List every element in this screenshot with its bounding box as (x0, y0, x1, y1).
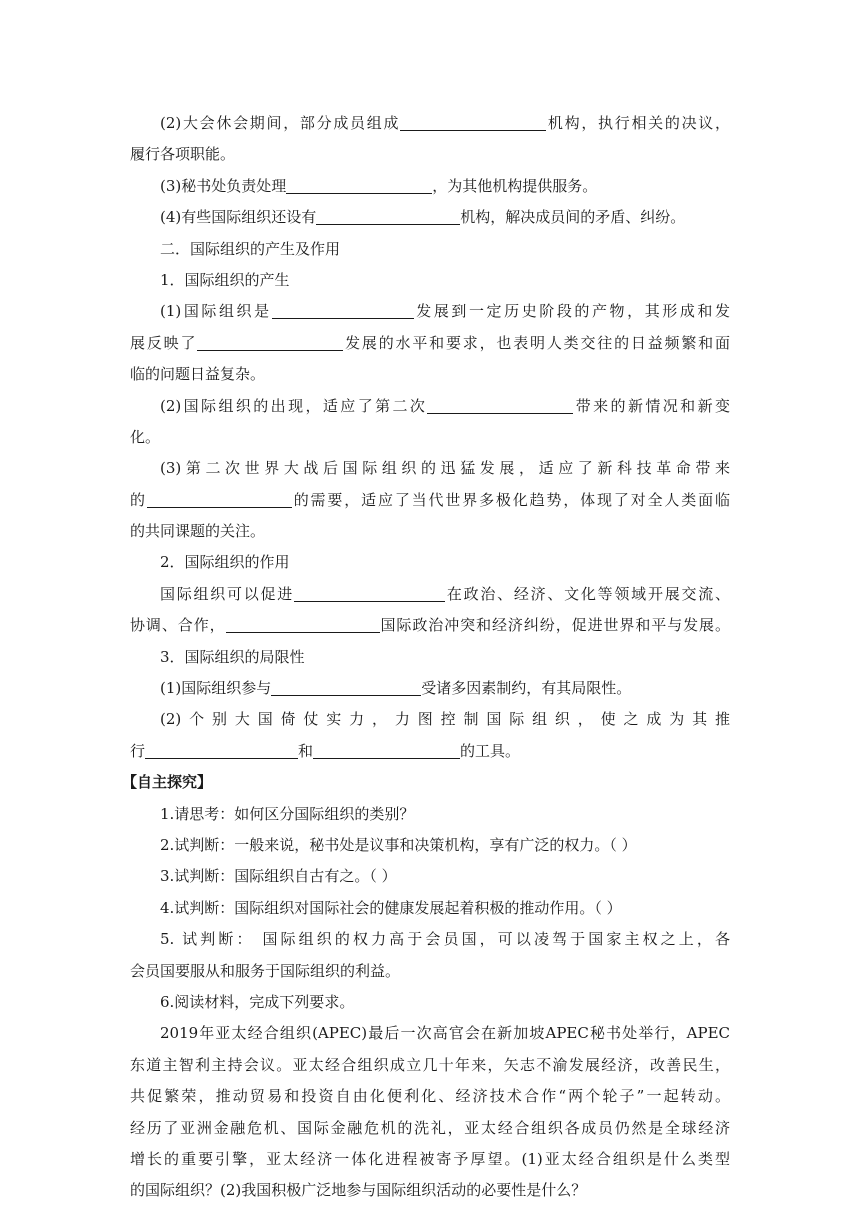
fill-blank[interactable] (197, 334, 343, 351)
text: 在政治、经济、文化等领域开展交流、 (445, 584, 730, 603)
question: 4.试判断：国际组织对国际社会的健康发展起着积极的推动作用。（ ） (160, 898, 622, 917)
paragraph (130, 296, 730, 327)
fill-blank[interactable] (272, 302, 414, 319)
text: 展反映了 (130, 333, 198, 352)
text: 的需要，适应了当代世界多极化趋势，体现了对全人类面临 (291, 490, 730, 509)
paragraph-continuation: 履行各项职能。 (130, 145, 236, 164)
question: 5. 试判断： 国际组织的权力高于会员国，可以凌驾于国家主权之上，各 (160, 930, 730, 949)
text: 协调、合作， (130, 616, 226, 635)
subsection-heading: 3．国际组织的局限性 (160, 647, 305, 666)
paragraph-continuation (130, 610, 730, 641)
text: (3)秘书处负责处理 (160, 176, 287, 195)
text: 国际组织可以促进 (160, 584, 295, 603)
question: 1.请思考：如何区分国际组织的类别？ (160, 804, 415, 823)
paragraph-continuation: 的共同课题的关注。 (130, 522, 266, 541)
material-line: 增长的重要引擎，亚太经济一体化进程被寄予厚望。(1)亚太经合组织是什么类型 (130, 1149, 730, 1168)
fill-blank[interactable] (271, 679, 421, 696)
text: 机构，执行相关的决议， (546, 114, 730, 132)
fill-blank[interactable] (226, 616, 380, 633)
fill-blank[interactable] (286, 177, 432, 194)
text: 发展的水平和要求，也表明人类交往的日益频繁和面 (343, 333, 730, 352)
paragraph-continuation (130, 485, 730, 516)
question-continuation: 会员国要服从和服务于国际组织的利益。 (130, 961, 401, 980)
text: 机构，解决成员间的矛盾、纠纷。 (460, 208, 686, 227)
text: 国际政治冲突和经济纠纷，促进世界和平与发展。 (379, 616, 730, 635)
paragraph-continuation (130, 328, 730, 359)
fill-blank[interactable] (316, 208, 460, 225)
paragraph (130, 673, 730, 704)
text: 受诸多因素制约，有其局限性。 (421, 679, 632, 698)
fill-blank[interactable] (294, 585, 445, 602)
paragraph (130, 579, 730, 610)
text: (1)国际组织是 (160, 302, 272, 321)
text: (4)有些国际组织还设有 (160, 208, 317, 227)
subsection-heading: 2．国际组织的作用 (160, 553, 290, 572)
question: 6.阅读材料，完成下列要求。 (160, 992, 355, 1011)
document-body (122, 108, 730, 1207)
text: (2)大会休会期间，部分成员组成 (160, 114, 401, 132)
paragraph (130, 202, 730, 233)
material-line: 2019年亚太经合组织(APEC)最后一次高官会在新加坡APEC秘书处举行，APEC (160, 1024, 730, 1043)
text: (2)国际组织的出现，适应了第二次 (160, 396, 428, 415)
paragraph: (3)第二次世界大战后国际组织的迅猛发展，适应了新科技革命带来 (160, 459, 730, 478)
question: 2.试判断：一般来说，秘书处是议事和决策机构，享有广泛的权力。（ ） (160, 835, 637, 854)
text: 发展到一定历史阶段的产物，其形成和发 (413, 302, 730, 321)
section-heading: 二．国际组织的产生及作用 (160, 239, 341, 258)
material-line: 的国际组织？(2)我国积极广泛地参与国际组织活动的必要性是什么？ (130, 1181, 587, 1200)
text: 行 (130, 741, 146, 760)
paragraph-continuation: 临的问题日益复杂。 (130, 365, 266, 384)
paragraph: (2)个别大国倚仗实力，力图控制国际组织，使之成为其推 (160, 710, 730, 729)
text: 和 (298, 741, 314, 760)
fill-blank[interactable] (400, 114, 546, 131)
question: 3.试判断：国际组织自古有之。（ ） (160, 867, 397, 886)
fill-blank[interactable] (145, 742, 298, 759)
material-line: 东道主智利主持会议。亚太经合组织成立几十年来，矢志不渝发展经济，改善民生， (130, 1055, 730, 1074)
text: 带来的新情况和新变 (573, 396, 730, 415)
material-line: 经历了亚洲金融危机、国际金融危机的洗礼，亚太经合组织各成员仍然是全球经济 (130, 1118, 730, 1137)
subsection-heading: 1．国际组织的产生 (160, 270, 290, 289)
fill-blank[interactable] (427, 397, 573, 414)
paragraph-continuation (130, 736, 730, 767)
text: 的工具。 (460, 741, 521, 760)
fill-blank[interactable] (147, 491, 292, 508)
paragraph (130, 171, 730, 202)
text: (1)国际组织参与 (160, 679, 272, 698)
paragraph (130, 391, 730, 422)
text: ，为其他机构提供服务。 (432, 176, 598, 195)
paragraph-continuation: 化。 (130, 427, 161, 446)
material-line: 共促繁荣，推动贸易和投资自由化便利化、经济技术合作“两个轮子”一起转动。 (130, 1087, 730, 1106)
explore-heading: 【自主探究】 (122, 773, 213, 792)
text: 的 (130, 490, 147, 509)
paragraph (130, 108, 730, 139)
fill-blank[interactable] (313, 742, 460, 759)
